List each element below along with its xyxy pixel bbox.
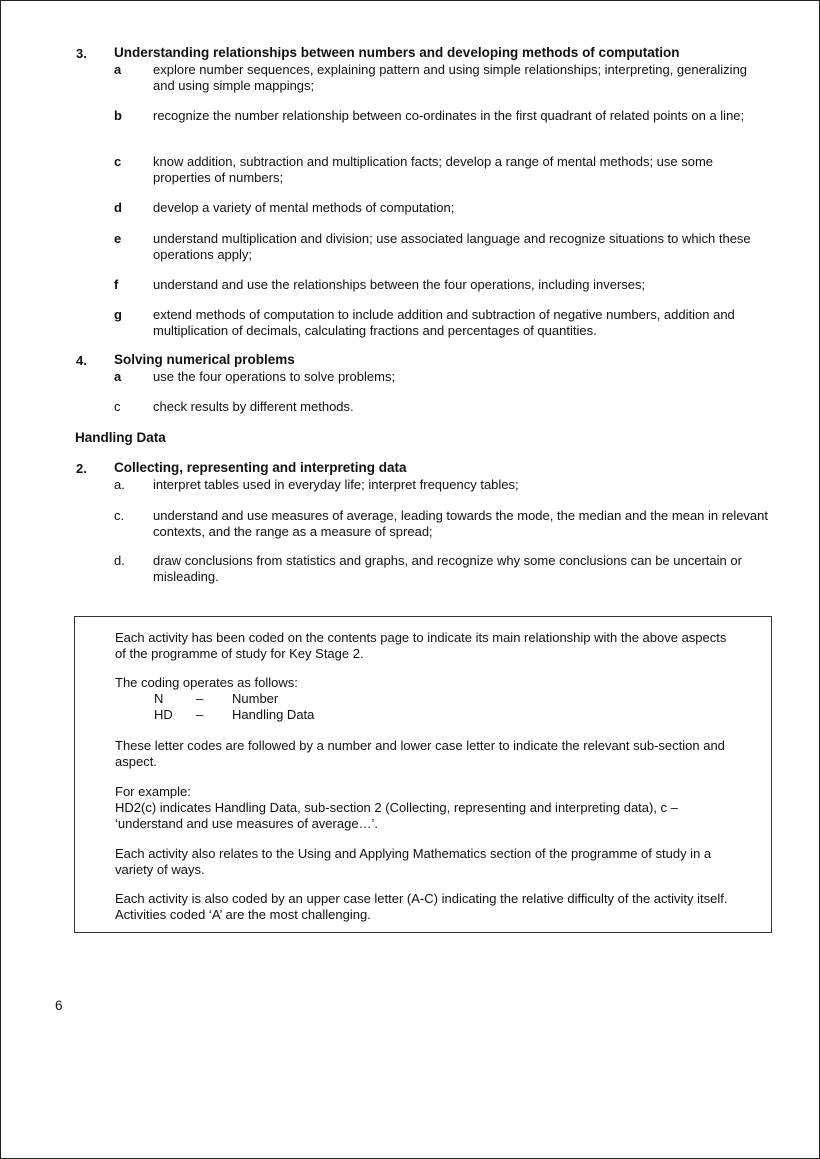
item-letter: c bbox=[114, 154, 122, 169]
section-number: 3. bbox=[76, 46, 87, 61]
item-text: understand and use measures of average, leading towards the mode, the median and the mean in relevant contexts, and the range as a measure of spread; bbox=[153, 508, 769, 539]
coding-label: The coding operates as follows: bbox=[115, 675, 298, 690]
item-letter: c. bbox=[114, 508, 125, 523]
code-dash: – bbox=[196, 707, 204, 722]
item-letter: a. bbox=[114, 477, 125, 492]
item-letter: a bbox=[114, 369, 122, 384]
section-number: 4. bbox=[76, 353, 87, 368]
item-text: develop a variety of mental methods of computation; bbox=[153, 200, 455, 215]
code-dash: – bbox=[196, 691, 204, 706]
item-text: understand multiplication and division; use associated language and recognize situations to which these operations apply; bbox=[153, 231, 751, 262]
item-text: draw conclusions from statistics and graphs, and recognize why some conclusions can be uncertain or misleading. bbox=[153, 553, 742, 584]
page-number: 6 bbox=[55, 998, 63, 1013]
item-text: interpret tables used in everyday life; interpret frequency tables; bbox=[153, 477, 519, 492]
code-abbrev: HD bbox=[154, 707, 173, 722]
letter-codes-text: These letter codes are followed by a number and lower case letter to indicate the relevant sub-section and aspect. bbox=[115, 738, 725, 769]
code-meaning: Number bbox=[232, 691, 279, 706]
example-text: HD2(c) indicates Handling Data, sub-section 2 (Collecting, representing and interpreting data), c – ‘understand and use measures of average…’. bbox=[115, 800, 678, 831]
section-title: Understanding relationships between numbers and developing methods of computation bbox=[114, 45, 680, 60]
using-applying-text: Each activity also relates to the Using and Applying Mathematics section of the programme of study in a variety of ways. bbox=[115, 846, 712, 877]
section-title: Collecting, representing and interpreting data bbox=[114, 460, 407, 475]
item-text: check results by different methods. bbox=[153, 399, 354, 414]
code-abbrev: N bbox=[154, 691, 164, 706]
item-letter: g bbox=[114, 307, 122, 322]
code-meaning: Handling Data bbox=[232, 707, 315, 722]
item-letter: a bbox=[114, 62, 122, 77]
item-text: recognize the number relationship between co-ordinates in the first quadrant of related points on a line; bbox=[153, 108, 745, 123]
difficulty-text: Each activity is also coded by an upper case letter (A-C) indicating the relative difficulty of the activity itself. Activities coded ‘A’ are the most challenging. bbox=[115, 891, 728, 922]
item-letter: d bbox=[114, 200, 122, 215]
item-letter: b bbox=[114, 108, 122, 123]
item-letter: c bbox=[114, 399, 121, 414]
section-title: Solving numerical problems bbox=[114, 352, 295, 367]
item-letter: f bbox=[114, 277, 119, 292]
section-number: 2. bbox=[76, 461, 87, 476]
item-text: explore number sequences, explaining pattern and using simple relationships; interpreting, generalizing and using simple mappings; bbox=[153, 62, 748, 93]
item-letter: d. bbox=[114, 553, 125, 568]
item-letter: e bbox=[114, 231, 122, 246]
item-text: extend methods of computation to include addition and subtraction of negative numbers, addition and multiplication of decimals, calculating fractions and percentages of quantities. bbox=[153, 307, 735, 338]
item-text: know addition, subtraction and multiplication facts; develop a range of mental methods; use some properties of numbers; bbox=[153, 154, 714, 185]
item-text: use the four operations to solve problems; bbox=[153, 369, 396, 384]
coding-info-box bbox=[74, 616, 772, 933]
item-text: understand and use the relationships between the four operations, including inverses; bbox=[153, 277, 646, 292]
handling-data-heading: Handling Data bbox=[75, 430, 166, 445]
box-intro: Each activity has been coded on the contents page to indicate its main relationship with the above aspects of the programme of study for Key Stage 2. bbox=[115, 630, 727, 661]
example-label: For example: bbox=[115, 784, 191, 799]
